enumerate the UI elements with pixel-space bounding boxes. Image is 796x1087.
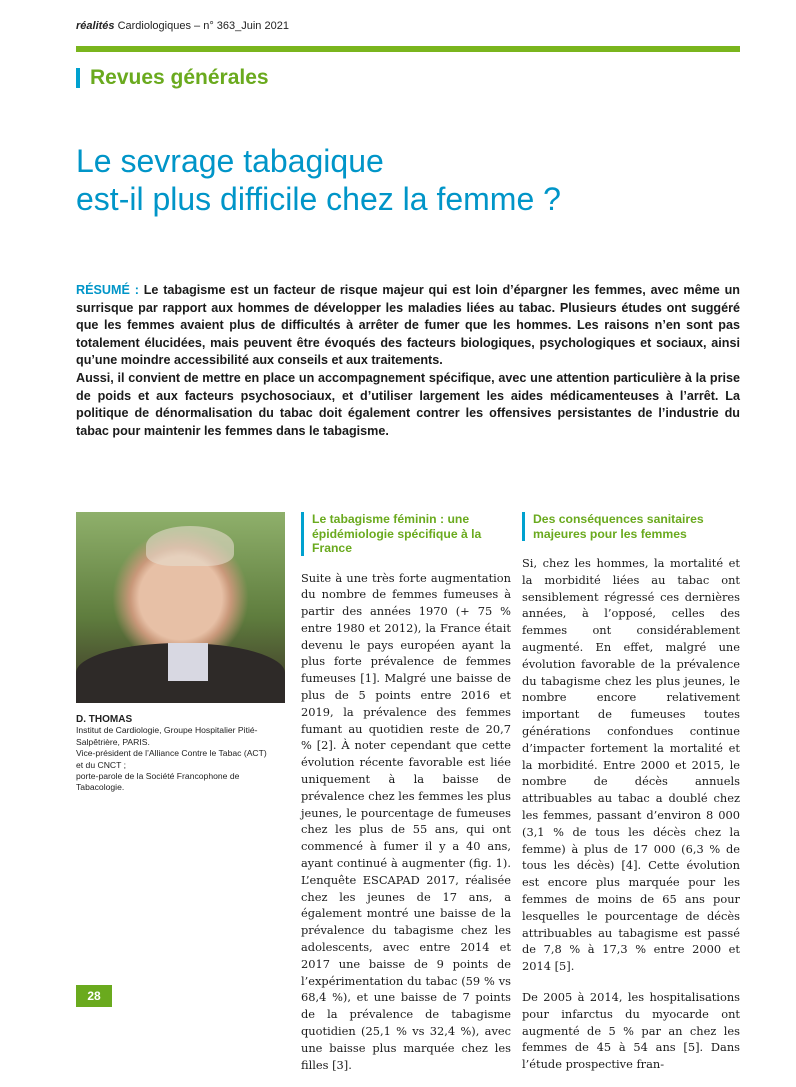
summary-label: RÉSUMÉ :	[76, 283, 139, 297]
summary	[76, 282, 740, 440]
column-1	[301, 512, 511, 1087]
author-affiliation-2: Vice-président de l’Alliance Contre le Tabac (ACT) et du CNCT ;	[76, 748, 267, 770]
journal-issue: Cardiologiques – n° 363_Juin 2021	[114, 20, 289, 32]
photo-collar	[168, 643, 208, 681]
column-2-paragraph-2: De 2005 à 2014, les hospitalisations pour infarctus du myocarde ont augmenté de 5 % par an chez les femmes de 45 à 54 ans [5]. Dans l’étude prospective fran-	[522, 989, 740, 1072]
journal-header	[76, 20, 289, 32]
summary-text: Le tabagisme est un facteur de risque majeur qui est loin d’épargner les femmes, avec même un surrisque par rapport aux hommes de développer les maladies liées au tabac. Plusieurs études ont suggéré que les femmes avaient plus de difficultés à arrêter de fumer que les hommes. Les raisons n’en sont pas totalement élucidées, mais peuvent être évoqués des facteurs biologiques, psychologiques et sociaux, ainsi qu’une moindre accessibilité aux conseils et aux traitements.	[76, 283, 740, 368]
page-number: 28	[76, 985, 112, 1007]
section-text: Revues générales	[90, 66, 269, 89]
header-rule	[76, 46, 740, 52]
column-1-paragraph-1: Suite à une très forte augmentation du nombre de femmes fumeuses à partir des années 1970 (+ 75 % entre 1980 et 2012), la France était devenu le pays européen ayant la plus forte prévalence de femmes fumeuses [1]. Malgré une baisse de plus de 5 points entre 2016 et 2019, la prévalence des femmes fumant au quotidien reste de 20,7 % [2]. À noter cependant que cette évolution récente favorable est liée uniquement à la baisse de prévalence chez les femmes les plus jeunes, le pourcentage de fumeuses chez les plus de 55 ans, qui ont commencé à fumer il y a 40 ans, ayant continué à augmenter (fig. 1). L’enquête ESCAPAD 2017, réalisée chez les jeunes de 17 ans, a également montré une baisse de la prévalence du tabagisme chez les adolescents, avec entre 2014 et 2017 une baisse de 9 points de l’expérimentation du tabac (59 % vs 68,4 %), et une baisse de 7 points de la prévalence de tabagisme quotidien (25,1 % vs 32,4 %), avec une baisse plus marquée chez les filles [3].	[301, 570, 511, 1072]
column-1-heading: Le tabagisme féminin : une épidémiologie spécifique à la France	[301, 512, 511, 556]
column-2-paragraph-1: Si, chez les hommes, la mortalité et la morbidité liées au tabac ont sensiblement régressé ces dernières années, à l’opposé, celles des femmes ont considérablement augmenté. En effet, malgré une évolution favorable de la prévalence du tabagisme chez les plus jeunes, le nombre encore relativement important de fumeuses toutes générations confondues continue d’impacter fortement la mortalité et la morbidité. Entre 2000 et 2015, le nombre de décès annuels attribuables au tabac a doublé chez les femmes, passant d’environ 8 000 (3,1 % de tous les décès chez la femme) à plus de 17 000 (6,3 % de tous les décès) [4]. Cette évolution est encore plus marquée pour les femmes de moins de 65 ans pour lesquelles le pourcentage de décès attribuables au tabagisme est passé de 7,8 % à 17,3 % entre 2000 et 2014 [5].	[522, 556, 740, 974]
author-block	[76, 714, 276, 794]
author-affiliation-3: porte-parole de la Société Francophone de Tabacologie.	[76, 771, 240, 793]
photo-hair	[146, 526, 234, 566]
author-photo	[76, 512, 285, 703]
journal-brand: réalités	[76, 20, 115, 32]
author-affiliation-1: Institut de Cardiologie, Groupe Hospitalier Pitié-Salpêtrière, PARIS.	[76, 725, 258, 747]
column-2	[522, 512, 740, 1087]
article-title	[76, 142, 736, 218]
summary-text-2: Aussi, il convient de mettre en place un accompagnement spécifique, avec une attention particulière à la prise de poids et aux facteurs psychosociaux, et d’utiliser largement les aides médicamenteuses à l’arrêt. La politique de dénormalisation du tabac doit également contrer les offensives persistantes de l’industrie du tabac pour maintenir les femmes dans le tabagisme.	[76, 370, 740, 438]
section-label	[76, 66, 269, 90]
column-2-heading: Des conséquences sanitaires majeures pour les femmes	[522, 512, 740, 541]
title-line-1: Le sevrage tabagique	[76, 143, 384, 179]
author-name: D. THOMAS	[76, 714, 133, 725]
section-bar	[76, 68, 80, 88]
title-line-2: est-il plus difficile chez la femme ?	[76, 181, 561, 217]
